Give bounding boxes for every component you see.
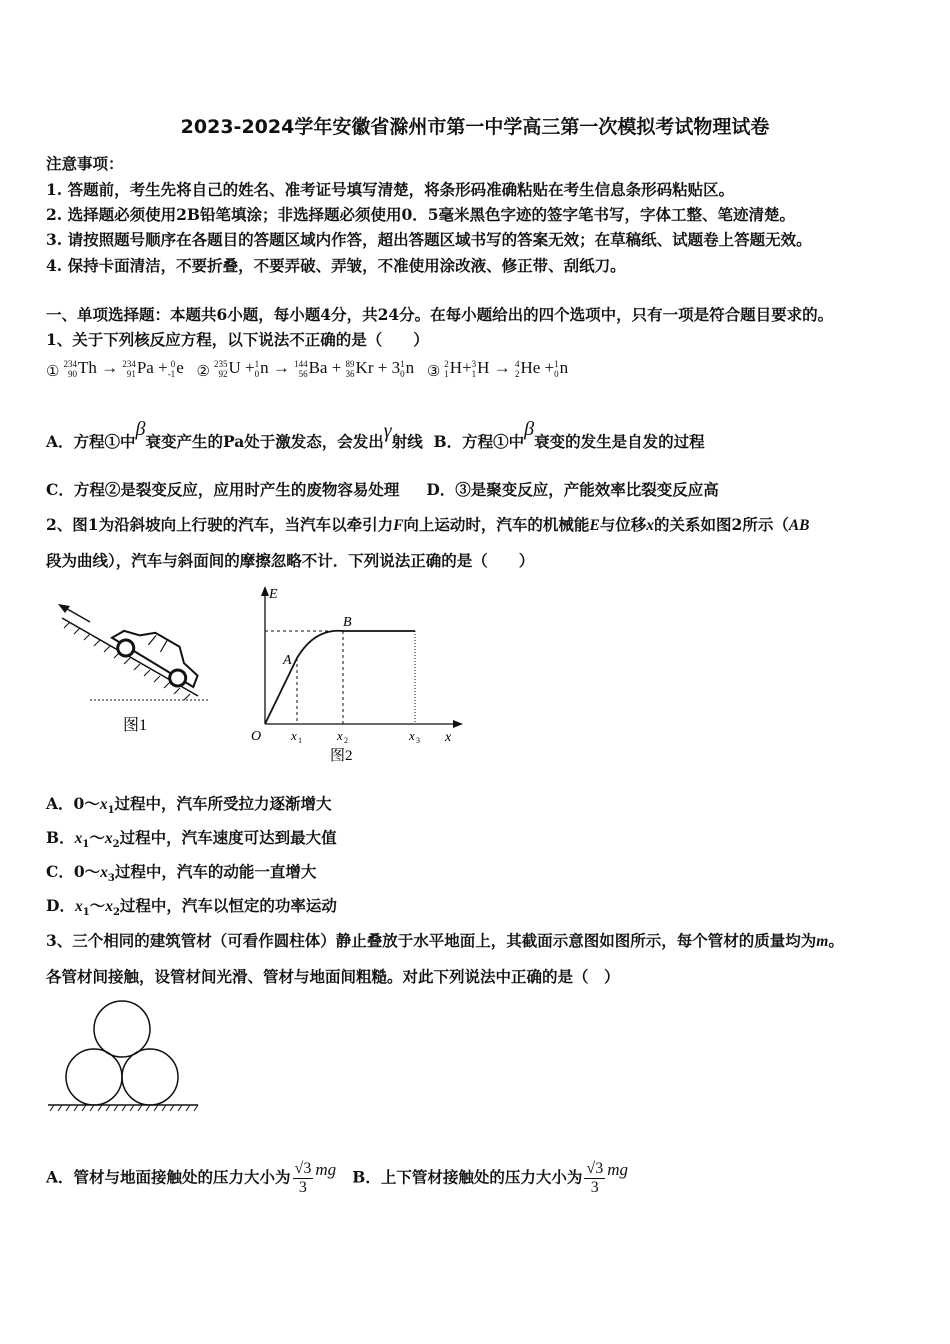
figure-3-stacked-pipes: [44, 995, 204, 1117]
point-a-label: A: [283, 653, 292, 668]
origin-label: O: [251, 729, 262, 744]
axis-label-e: E: [269, 587, 278, 602]
figure-1-caption: 图1: [123, 717, 148, 734]
q2-stem-2: 段为曲线），汽车与斜面间的摩擦忽略不计．下列说法正确的是（ ）: [46, 551, 535, 570]
notice-item-3: 3. 请按照题号顺序在各题目的答题区域内作答，超出答题区域书写的答案无效；在草稿纸、试题卷上答题无效。: [46, 230, 812, 249]
notice-heading: 注意事项：: [46, 154, 124, 173]
point-b-label: B: [343, 615, 352, 630]
fraction-sqrt3-over-3: $\frac{√3}{3}$: [294, 1160, 312, 1196]
nuclide-ba: Ba: [308, 358, 328, 377]
nuclide-pa: Pa: [136, 358, 154, 377]
notice-item-2: 2. 选择题必须使用2B铅笔填涂；非选择题必须使用0．5毫米黑色字迹的签字笔书写，字体工整、笔迹清楚。: [46, 205, 796, 224]
eq-mark-1: ①: [46, 364, 60, 380]
figure-2-caption: 图2: [330, 748, 353, 764]
nuclide-kr: Kr: [355, 358, 374, 377]
nuclide-u: U: [228, 358, 241, 377]
nuclide-h2: H: [449, 358, 463, 377]
eq-mark-3: ③: [426, 364, 441, 380]
q2-option-a: A．$0\sim x_1$过程中，汽车所受拉力逐渐增大: [46, 794, 332, 817]
q3-options-ab: A．管材与地面接触处的压力大小为 $\frac{√3}{3}$ mg B．上下管材接触处的压力大小为 $\frac{√3}{3}$ mg: [46, 1159, 628, 1196]
q1-options-ab: A．方程①中β衰变产生的Pa处于激发态，会发出γ射线 B．方程①中β衰变的发生是自发的过程: [46, 418, 705, 451]
nuclide-he: He: [520, 358, 541, 377]
svg-text:3: 3: [416, 736, 420, 745]
q2-option-c: C．$0\sim x_3$过程中，汽车的动能一直增大: [46, 862, 317, 885]
svg-text:2: 2: [344, 736, 348, 745]
q3-stem-1: 3、三个相同的建筑管材（可看作圆柱体）静止叠放于水平地面上，其截面示意图如图所示，每个管材的质量均为m。: [46, 931, 844, 950]
q1-stem: 1、关于下列核反应方程，以下说法不正确的是（ ）: [46, 330, 429, 349]
page-title: 2023-2024学年安徽省滁州市第一中学高三第一次模拟考试物理试卷: [180, 116, 770, 138]
fraction-sqrt3-over-3: $\frac{√3}{3}$: [586, 1160, 604, 1196]
nuclide-h3: H: [477, 358, 490, 377]
q2-stem-1: 2、图1为沿斜坡向上行驶的汽车，当汽车以牵引力F向上运动时，汽车的机械能E与位移x的关系如图2所示（AB: [46, 515, 810, 534]
svg-text:1: 1: [298, 736, 302, 745]
figure-2-energy-graph: [245, 578, 470, 768]
figure-1-car-on-slope: [50, 600, 220, 745]
q1-options-cd: C．方程②是裂变反应，应用时产生的废物容易处理 D．③是聚变反应，产能效率比裂变反应高: [46, 480, 719, 499]
q3-stem-2: 各管材间接触，设管材间光滑、管材与地面间粗糙。对此下列说法中正确的是（ ）: [46, 967, 620, 986]
q1-equations: ① 234 90 Th → 234 91 Pa + 0 -1 e ② 235 92 U + 1 0 n → 144 56 Ba + 89 36 Kr + 3 1 0 n ③ 2 1 H+ 3 1 H → 4 2 He + 1 0 n: [46, 358, 569, 380]
notice-item-1: 1. 答题前，考生先将自己的姓名、准考证号填写清楚，将条形码准确粘贴在考生信息条形码粘贴区。: [46, 180, 735, 199]
q2-option-d: D．$x_1\sim x_2$过程中，汽车以恒定的功率运动: [46, 896, 337, 919]
section-heading: 一、单项选择题：本题共6小题，每小题4分，共24分。在每小题给出的四个选项中，只有一项是符合题目要求的。: [46, 305, 834, 324]
tick-x3: x: [409, 728, 415, 743]
notice-item-4: 4. 保持卡面清洁，不要折叠，不要弄破、弄皱，不准使用涂改液、修正带、刮纸刀。: [46, 256, 626, 275]
tick-x1: x: [291, 728, 297, 743]
axis-label-x: x: [445, 730, 452, 745]
nuclide-th: Th: [77, 358, 97, 377]
tick-x2: x: [337, 728, 343, 743]
nuclide-e: e: [176, 358, 184, 377]
q2-option-b: B．$x_1\sim x_2$过程中，汽车速度可达到最大值: [46, 828, 337, 851]
eq-mark-2: ②: [196, 364, 210, 380]
